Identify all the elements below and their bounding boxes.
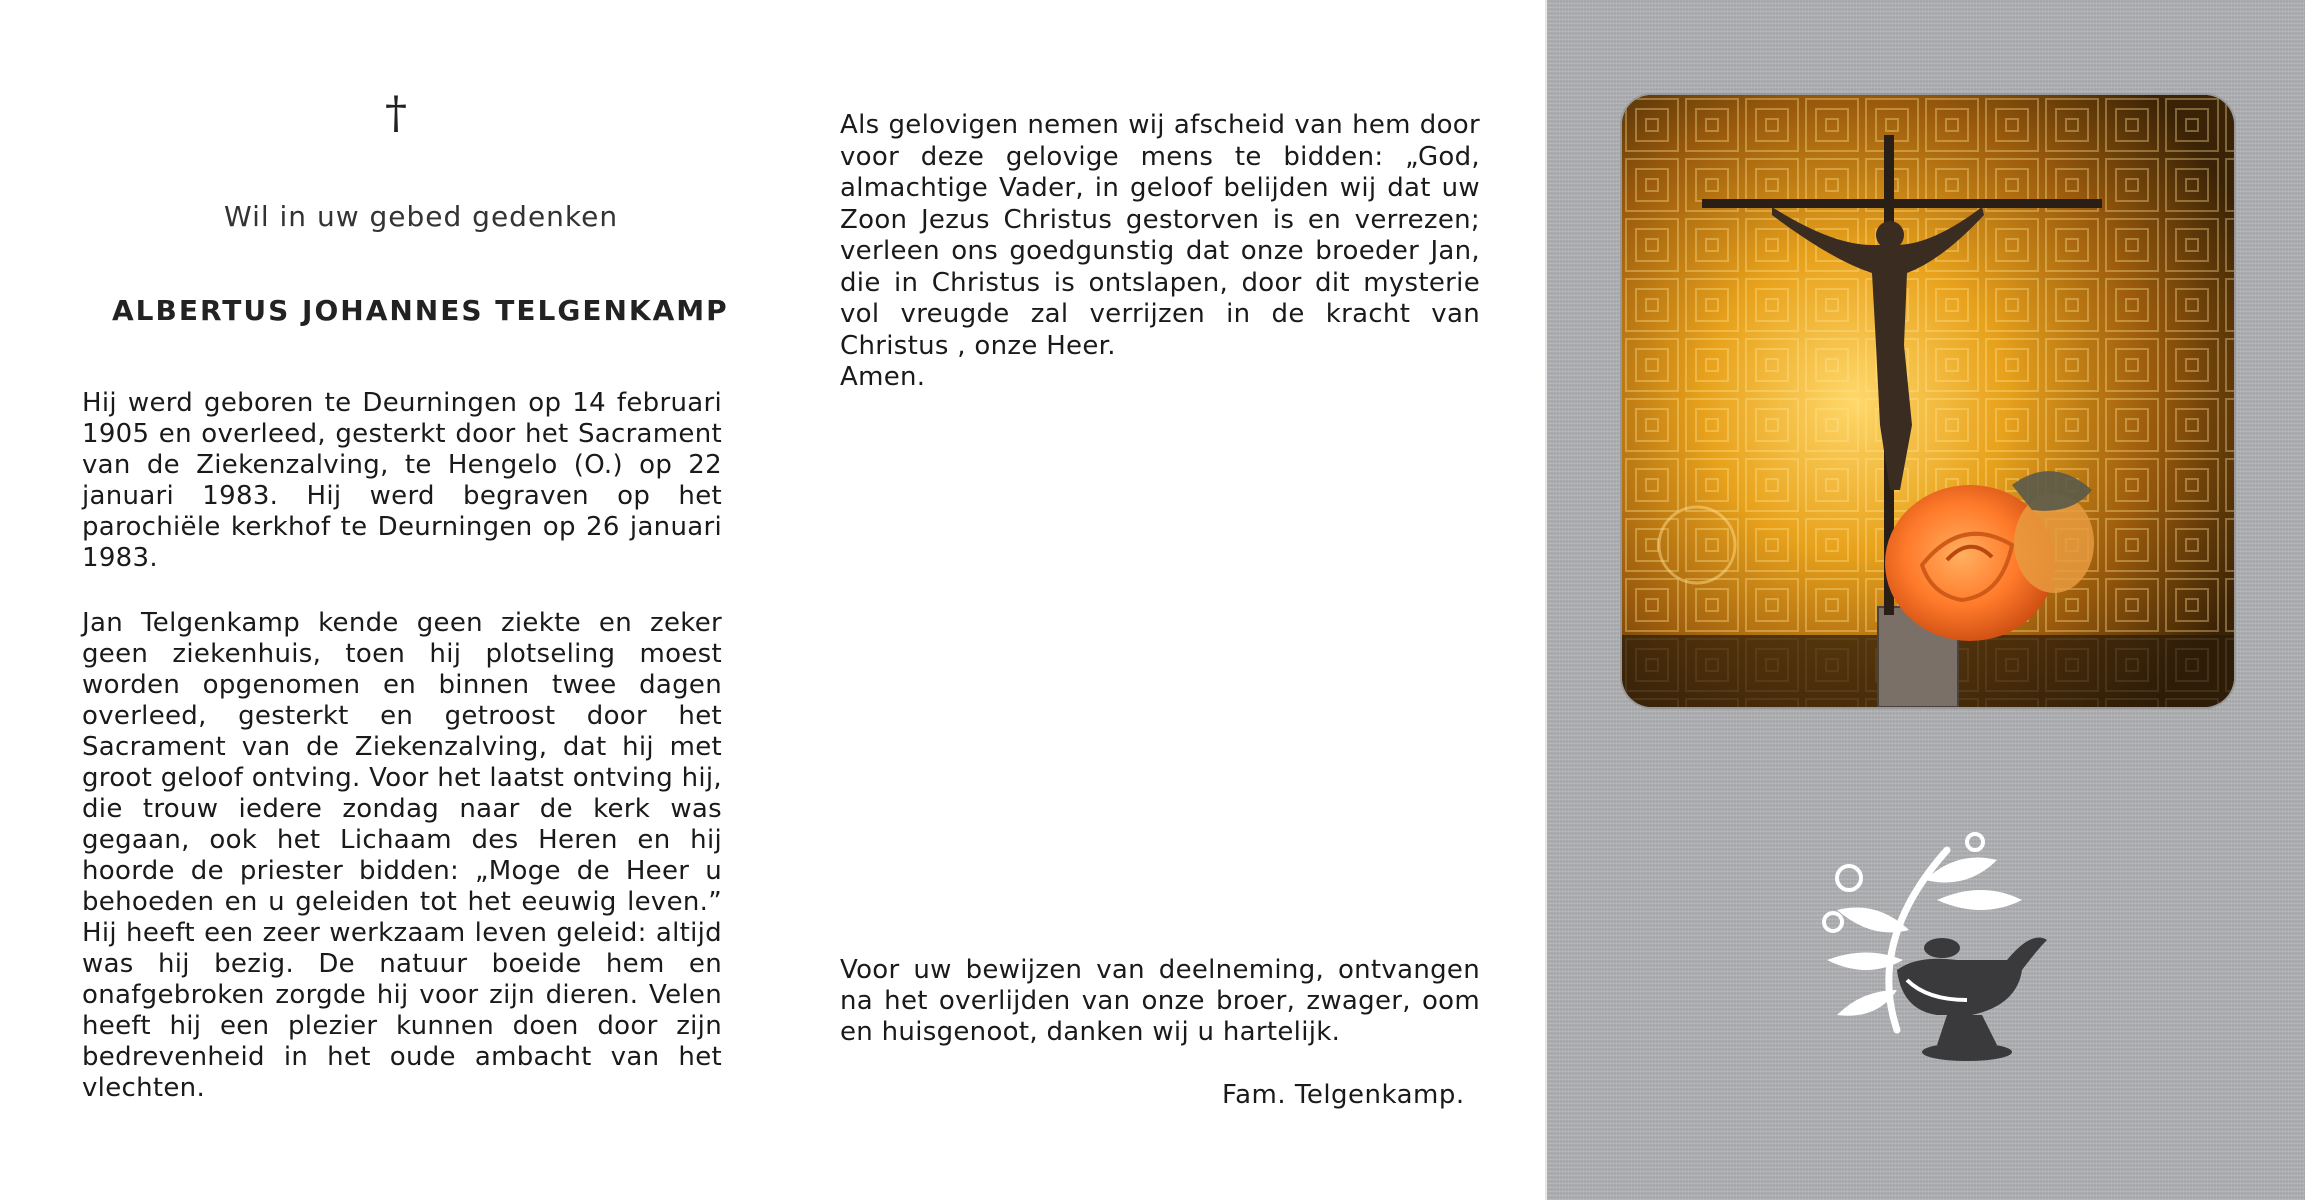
- crucifix-rose-image: [1622, 95, 2234, 707]
- cross-icon: †: [385, 88, 407, 139]
- emblem-graphic: [1797, 820, 2067, 1080]
- oil-lamp-with-olive-branch-icon: [1797, 820, 2067, 1080]
- deceased-name: ALBERTUS JOHANNES TELGENKAMP: [112, 294, 729, 327]
- biography-paragraph: Hij werd geboren te Deurningen op 14 februari 1905 en overleed, gesterkt door het Sacrament van de Ziekenzalving, te Hengelo (O.) op 22 januari 1983. Hij werd begraven op het parochiële kerkhof te Deurningen op 26 januari 1983.: [82, 388, 722, 573]
- thanks-paragraph: Voor uw bewijzen van deelneming, ontvangen na het overlijden van onze broer, zwager, oom en huisgenoot, danken wij u hartelijk.: [840, 955, 1480, 1047]
- prayer-body: Als gelovigen nemen wij afscheid van hem door voor deze gelovige mens te bidden: „God, almachtige Vader, in geloof belijden wij dat uw Zoon Jezus Christus gestorven is en verrezen; verleen ons goedgunstig dat onze broeder Jan, die in Christus is ontslapen, door dit mysterie vol vreugde zal verrijzen in de kracht van Christus , onze Heer.: [840, 110, 1480, 361]
- crucifix-photo: [1622, 95, 2234, 707]
- left-page: [0, 0, 790, 1200]
- front-cover: [1545, 0, 2305, 1200]
- intro-line: Wil in uw gebed gedenken: [224, 200, 619, 233]
- family-signature: Fam. Telgenkamp.: [1222, 1080, 1465, 1110]
- prayer-text: [840, 110, 1480, 394]
- tribute-paragraph: Jan Telgenkamp kende geen ziekte en zeker geen ziekenhuis, toen hij plotseling moest worden opgenomen en binnen twee dagen overleed, gesterkt en getroost door het Sacrament van de Ziekenzalving, dat hij met groot geloof ontving. Voor het laatst ontving hij, die trouw iedere zondag naar de kerk was gegaan, ook het Lichaam des Heren en hij hoorde de priester bidden: „Moge de Heer u behoeden en u geleiden tot het eeuwig leven.” Hij heeft een zeer werkzaam leven geleid: altijd was hij bezig. De natuur boeide hem en onafgebroken zorgde hij voor zijn dieren. Velen heeft hij een plezier kunnen doen door zijn bedrevenheid in het oude ambacht van het vlechten.: [82, 608, 722, 1103]
- prayer-amen: Amen.: [840, 362, 926, 392]
- middle-page: [790, 0, 1545, 1200]
- cross-beam-horizontal: [1702, 199, 2102, 208]
